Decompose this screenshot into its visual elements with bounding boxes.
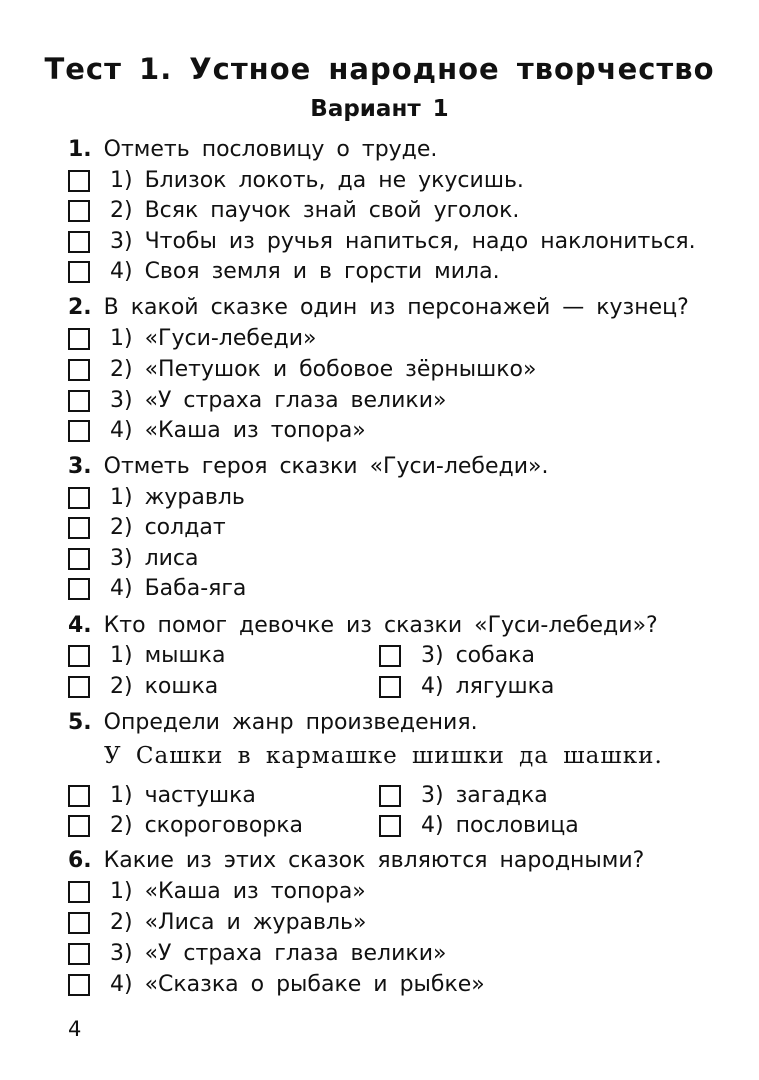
checkbox[interactable] <box>68 231 90 253</box>
question-1 <box>68 136 437 164</box>
option-text: 1) «Гуси-лебеди» <box>110 326 317 351</box>
checkbox[interactable] <box>68 645 90 667</box>
option-text: 4) «Каша из топора» <box>110 418 366 443</box>
checkbox[interactable] <box>68 200 90 222</box>
checkbox[interactable] <box>68 881 90 903</box>
checkbox[interactable] <box>68 943 90 965</box>
question-text: Отметь героя сказки «Гуси-лебеди». <box>103 454 549 479</box>
question-number: 6. <box>68 848 92 873</box>
question-number: 3. <box>68 454 92 479</box>
option-text: 3) Чтобы из ручья напиться, надо наклониться. <box>110 229 696 254</box>
option-text: 2) Всяк паучок знай свой уголок. <box>110 198 520 223</box>
checkbox[interactable] <box>68 548 90 570</box>
question-4 <box>68 612 658 640</box>
question-text: Отметь пословицу о труде. <box>103 137 438 162</box>
question-text: Кто помог девочке из сказки «Гуси-лебеди»? <box>103 613 658 638</box>
option-text: 1) мышка <box>110 643 226 668</box>
checkbox[interactable] <box>68 517 90 539</box>
checkbox[interactable] <box>68 390 90 412</box>
tongue-twister-quote: У Сашки в кармашке шишки да шашки. <box>104 743 663 769</box>
question-5 <box>68 709 478 737</box>
option-text: 2) «Лиса и журавль» <box>110 910 367 935</box>
checkbox[interactable] <box>68 420 90 442</box>
checkbox[interactable] <box>68 912 90 934</box>
option-text: 2) скороговорка <box>110 813 304 838</box>
option-text: 2) солдат <box>110 515 226 540</box>
option-text: 2) «Петушок и бобовое зёрнышко» <box>110 357 537 382</box>
option-text: 4) Баба-яга <box>110 576 247 601</box>
checkbox[interactable] <box>68 170 90 192</box>
question-text: Какие из этих сказок являются народными? <box>103 848 645 873</box>
option-text: 1) Близок локоть, да не укусишь. <box>110 168 524 193</box>
question-3 <box>68 453 549 481</box>
checkbox[interactable] <box>379 785 401 807</box>
checkbox[interactable] <box>379 815 401 837</box>
option-text: 4) Своя земля и в горсти мила. <box>110 259 500 284</box>
option-text: 3) лиса <box>110 546 199 571</box>
option-text: 3) «У страха глаза велики» <box>110 388 447 413</box>
checkbox[interactable] <box>68 815 90 837</box>
variant-heading: Вариант 1 <box>310 96 449 122</box>
checkbox[interactable] <box>68 676 90 698</box>
checkbox[interactable] <box>68 328 90 350</box>
checkbox[interactable] <box>68 487 90 509</box>
page-number: 4 <box>68 1017 82 1041</box>
question-text: В какой сказке один из персонажей — кузнец? <box>103 295 689 320</box>
option-text: 4) пословица <box>421 813 579 838</box>
checkbox[interactable] <box>68 974 90 996</box>
question-text: Определи жанр произведения. <box>103 710 478 735</box>
option-text: 1) журавль <box>110 485 245 510</box>
option-text: 3) «У страха глаза велики» <box>110 941 447 966</box>
checkbox[interactable] <box>379 645 401 667</box>
question-2 <box>68 294 689 322</box>
option-text: 3) загадка <box>421 783 548 808</box>
option-text: 1) «Каша из топора» <box>110 879 366 904</box>
option-text: 1) частушка <box>110 783 256 808</box>
checkbox[interactable] <box>68 261 90 283</box>
question-number: 2. <box>68 295 92 320</box>
checkbox[interactable] <box>68 578 90 600</box>
question-number: 4. <box>68 613 92 638</box>
checkbox[interactable] <box>379 676 401 698</box>
question-number: 1. <box>68 137 92 162</box>
checkbox[interactable] <box>68 359 90 381</box>
option-text: 2) кошка <box>110 674 219 699</box>
checkbox[interactable] <box>68 785 90 807</box>
option-text: 4) «Сказка о рыбаке и рыбке» <box>110 972 485 997</box>
option-text: 4) лягушка <box>421 674 555 699</box>
question-6 <box>68 847 644 875</box>
test-title: Тест 1. Устное народное творчество <box>44 52 715 86</box>
option-text: 3) собака <box>421 643 535 668</box>
question-number: 5. <box>68 710 92 735</box>
